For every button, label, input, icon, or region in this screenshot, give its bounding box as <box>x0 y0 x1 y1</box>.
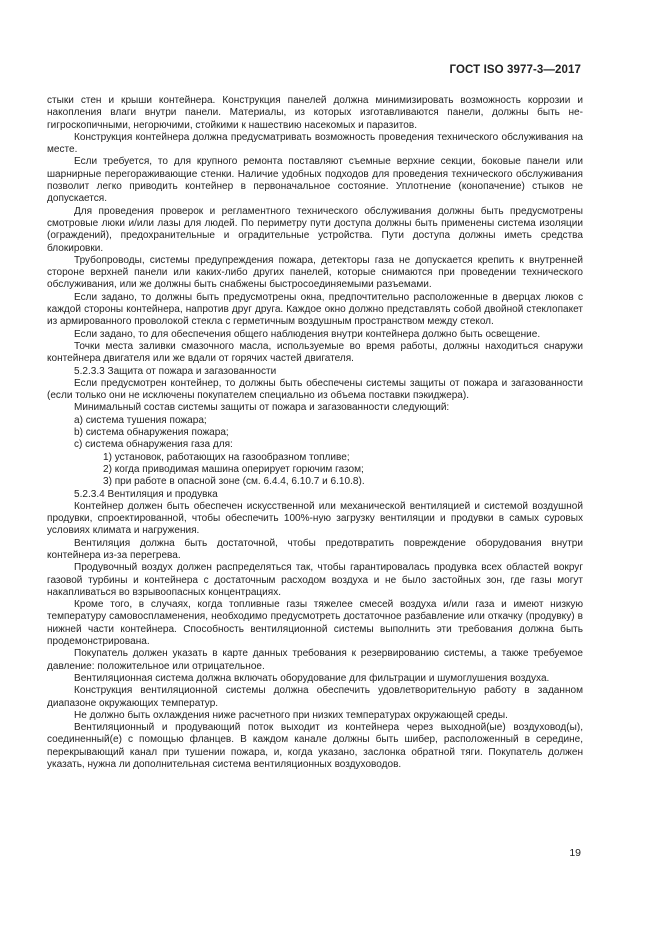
paragraph: Вентиляция должна быть достаточной, чтобы предотвратить повреждение оборудования внутри контейнера из-за перегрева. <box>47 537 583 561</box>
paragraph: Трубопроводы, системы предупреждения пожара, детекторы газа не допускается крепить к внутренней стороне верхней панели или каких-либо других панелей, которые снимаются при проведении технического обслуживания, или же должны быть снабжены быстросоединяемыми разъемами. <box>47 254 583 291</box>
paragraph: Точки места заливки смазочного масла, используемые во время работы, должны находиться снаружи контейнера двигателя или же вдали от горячих частей двигателя. <box>47 340 583 365</box>
paragraph: Покупатель должен указать в карте данных требования к резервированию системы, а также требуемое давление: положительное или отрицательное. <box>47 648 583 672</box>
list-item: 1) установок, работающих на газообразном топливе; <box>103 451 350 463</box>
list-item: a) система тушения пожара; <box>74 414 207 426</box>
standard-header: ГОСТ ISO 3977-3—2017 <box>449 64 581 76</box>
section-heading: 5.2.3.4 Вентиляция и продувка <box>74 488 218 500</box>
paragraph: Конструкция контейнера должна предусматривать возможность проведения технического обслуживания на месте. <box>47 131 583 156</box>
list-item: 3) при работе в опасной зоне (см. 6.4.4, 6.10.7 и 6.10.8). <box>103 476 365 488</box>
paragraph: Если предусмотрен контейнер, то должны быть обеспечены системы защиты от пожара и загазованности (если только они не исключены покупателем специально из объема поставки пэкиджера). <box>47 377 583 402</box>
section-heading: 5.2.3.3 Защита от пожара и загазованности <box>74 365 277 377</box>
list-item: 2) когда приводимая машина оперирует горючим газом; <box>103 463 364 475</box>
document-body <box>47 95 583 771</box>
paragraph: Контейнер должен быть обеспечен искусственной или механической вентиляцией и системой воздушной продувки, спроектированной, чтобы обеспечить 100%-ную загрузку вентиляции и продувки в самых суровых условиях климата и нагружения. <box>47 500 583 537</box>
paragraph: Вентиляционная система должна включать оборудование для фильтрации и шумоглушения воздуха. <box>74 672 550 684</box>
paragraph: Если требуется, то для крупного ремонта поставляют съемные верхние секции, боковые панели или шарнирные перегораживающие стенки. Наличие удобных подходов для проведения технического обслуживания позволит легко приводить контейнер в первоначальное состояние. Уплотнение (конопачение) стыков не допускается. <box>47 156 583 205</box>
list-item: c) система обнаружения газа для: <box>74 439 233 451</box>
paragraph: стыки стен и крыши контейнера. Конструкция панелей должна минимизировать возможность коррозии и накопления влаги внутри панели. Материалы, из которых изготавливаются панели, должны быть негигроскопичными, негорючими, стойкими к нашествию насекомых и паразитов. <box>47 95 583 131</box>
paragraph: Конструкция вентиляционной системы должна обеспечить удовлетворительную работу в заданном диапазоне окружающих температур. <box>47 685 583 709</box>
paragraph: Не должно быть охлаждения ниже расчетного при низких температурах окружающей среды. <box>74 709 508 721</box>
paragraph: Вентиляционный и продувающий поток выходит из контейнера через выходной(ые) воздуховод(ы), соединенный(е) с помощью фланцев. В каждом канале должны быть шибер, расположенный в середине, перекрывающий канал при тушении пожара, и, когда указано, заслонка обратной тяги. Покупатель должен указать, нужна ли дополнительная система вентиляционных воздуховодов. <box>47 722 583 771</box>
paragraph: Кроме того, в случаях, когда топливные газы тяжелее смесей воздуха и/или газа и имеют низкую температуру самовоспламенения, необходимо предусмотреть достаточное разбавление или откачку (продувку) в нижней части контейнера. Способность вентиляционной системы выполнить эти требования должна быть продемонстрирована. <box>47 599 583 648</box>
paragraph: Для проведения проверок и регламентного технического обслуживания должны быть предусмотрены смотровые люки и/или лазы для людей. По периметру пути доступа должны быть применены система изоляции (ограждений), предохранительные и оградительные устройства. Пути доступа должны иметь средства блокировки. <box>47 205 583 254</box>
list-item: b) система обнаружения пожара; <box>74 427 229 439</box>
page-number: 19 <box>569 847 581 859</box>
paragraph: Если задано, то должны быть предусмотрены окна, предпочтительно расположенные в дверцах люков с каждой стороны контейнера, напротив друг друга. Каждое окно должно представлять собой двойной стеклопакет из армированного проволокой стекла с герметичным воздушным пространством между стекол. <box>47 291 583 328</box>
paragraph: Продувочный воздух должен распределяться так, чтобы гарантировалась продувка всех областей вокруг газовой турбины и контейнера с достаточным расходом воздуха и не было застойных зон, где газы могут накапливаться во взрывоопасных концентрациях. <box>47 562 583 598</box>
paragraph: Если задано, то для обеспечения общего наблюдения внутри контейнера должно быть освещение. <box>74 328 541 340</box>
paragraph: Минимальный состав системы защиты от пожара и загазованности следующий: <box>74 402 450 414</box>
